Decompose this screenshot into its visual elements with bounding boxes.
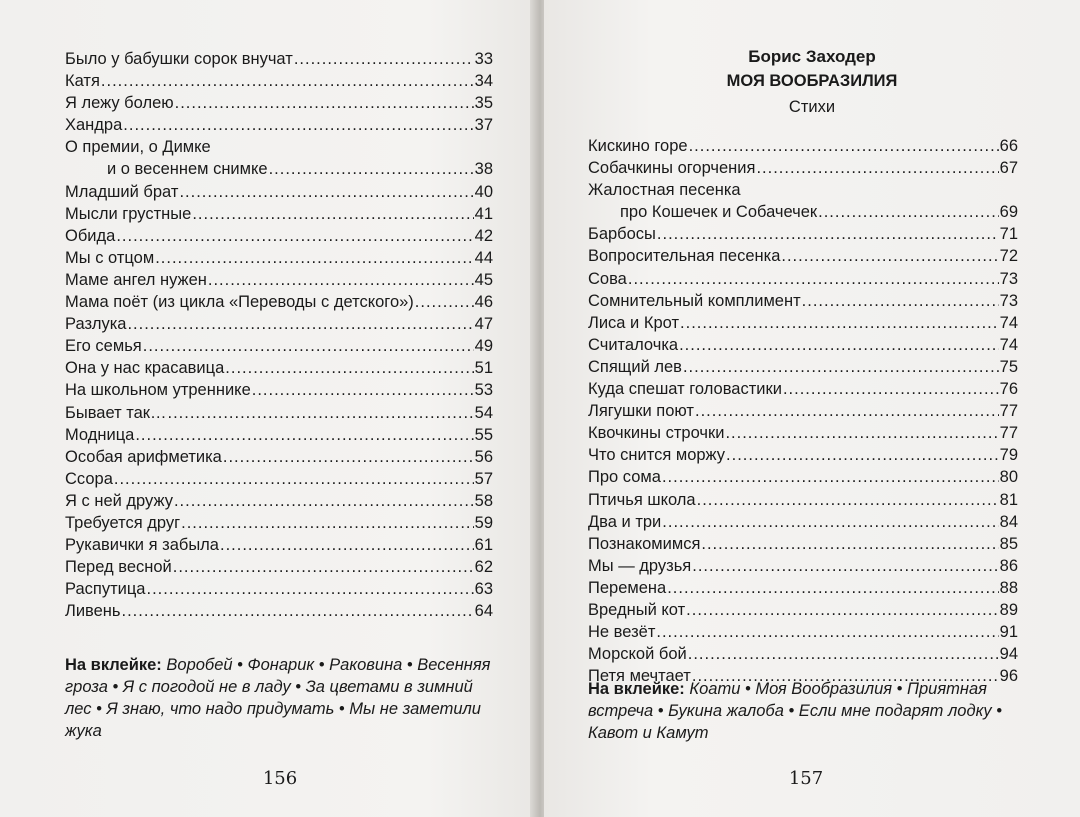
toc-entry-page: 44: [474, 248, 493, 267]
toc-leader-dots: [686, 599, 998, 621]
toc-leader-dots: [726, 444, 999, 466]
toc-entry-title: Сова: [588, 269, 627, 288]
toc-entry: [588, 356, 1018, 378]
toc-entry-page: 62: [474, 558, 493, 577]
toc-entry-page: 35: [474, 94, 493, 113]
toc-leader-dots: [174, 490, 474, 512]
toc-entry-title: и о весеннем снимке: [107, 160, 268, 179]
toc-entry-title: Требуется друг: [65, 513, 181, 532]
toc-entry: [65, 512, 493, 534]
toc-entry-page: 69: [999, 203, 1018, 222]
toc-entry-title: Вопросительная песенка: [588, 247, 781, 266]
toc-entry: [588, 400, 1018, 422]
toc-entry-title: Квочкины строчки: [588, 424, 725, 443]
toc-entry-title: Рукавички я забыла: [65, 536, 219, 555]
left-insert-note: [65, 654, 495, 742]
toc-entry-page: 45: [474, 270, 493, 289]
toc-entry-page: 88: [999, 578, 1018, 597]
page-number: 156: [262, 768, 298, 789]
toc-entry: [65, 114, 493, 136]
toc-leader-dots: [802, 290, 999, 312]
toc-entry: [588, 245, 1018, 267]
toc-entry-page: 55: [474, 425, 493, 444]
toc-entry-title: Про сома: [588, 468, 661, 487]
toc-entry: [588, 444, 1018, 466]
toc-entry-title: Лиса и Крот: [588, 313, 680, 332]
toc-entry-page: 67: [999, 159, 1018, 178]
toc-entry-title: Катя: [65, 72, 100, 91]
toc-entry-page: 34: [474, 72, 493, 91]
toc-entry-title: Птичья школа: [588, 490, 696, 509]
toc-entry: [588, 378, 1018, 400]
toc-entry-page: 80: [999, 468, 1018, 487]
toc-entry-page: 85: [999, 534, 1018, 553]
toc-leader-dots: [781, 245, 998, 267]
toc-leader-dots: [680, 312, 999, 334]
toc-leader-dots: [167, 402, 473, 424]
toc-leader-dots: [701, 533, 998, 555]
page-number: 157: [788, 768, 824, 789]
toc-entry: [588, 555, 1018, 577]
toc-leader-dots: [662, 511, 998, 533]
toc-entry-page: 47: [474, 315, 493, 334]
toc-entry-page: 81: [999, 490, 1018, 509]
toc-entry: [65, 490, 493, 512]
toc-entry-page: 72: [999, 247, 1018, 266]
toc-entry: [65, 578, 493, 600]
toc-entry-page: 96: [999, 667, 1018, 686]
toc-leader-dots: [294, 48, 474, 70]
insert-text: Воробей • Фонарик • Раковина • Весенняя гроза • Я с погодой не в ладу • За цветами в зимний лес • Я знаю, что надо придумать • Мы не заметили жука: [65, 656, 491, 740]
toc-entry-title: Особая арифметика: [65, 447, 222, 466]
toc-entry-title: Перед весной: [65, 558, 172, 577]
toc-entry-title: Жалостная песенка: [588, 181, 741, 200]
toc-entry-page: 63: [474, 580, 493, 599]
toc-entry-title: Обида: [65, 226, 116, 245]
toc-entry-title: Морской бой: [588, 645, 687, 664]
toc-leader-dots: [208, 269, 474, 291]
toc-leader-dots: [143, 335, 474, 357]
toc-entry: [65, 136, 493, 158]
toc-leader-dots: [662, 466, 999, 488]
toc-entry-title: Перемена: [588, 578, 667, 597]
book-title: МОЯ ВООБРАЗИЛИЯ: [726, 72, 898, 90]
toc-entry-title: Модница: [65, 425, 135, 444]
toc-entry: [588, 489, 1018, 511]
left-page: [0, 0, 536, 817]
toc-entry: [65, 48, 493, 70]
toc-entry-title: Сомнительный комплимент: [588, 291, 801, 310]
toc-entry-title: Его семья: [65, 337, 142, 356]
toc-entry: [588, 268, 1018, 290]
toc-entry: [65, 291, 493, 313]
toc-entry: [65, 247, 493, 269]
toc-entry: [65, 158, 493, 180]
toc-entry-title: Маме ангел нужен: [65, 270, 207, 289]
toc-entry-page: 76: [999, 380, 1018, 399]
toc-entry-page: 54: [474, 403, 493, 422]
toc-entry-title: Было у бабушки сорок внучат: [65, 50, 293, 68]
toc-entry-title: Я лежу болею: [65, 94, 174, 113]
toc-entry-title: Куда спешат головастики: [588, 380, 782, 399]
toc-entry-title: Мы с отцом: [65, 248, 155, 267]
toc-entry-page: 49: [474, 337, 493, 356]
toc-entry-title: Познакомимся: [588, 534, 701, 553]
toc-entry-page: 42: [474, 226, 493, 245]
toc-entry: [65, 357, 493, 379]
toc-entry: [65, 335, 493, 357]
toc-entry-title: Ливень: [65, 602, 121, 621]
toc-entry-title: Кискино горе: [588, 137, 688, 155]
toc-entry: [588, 179, 1018, 201]
toc-entry: [588, 422, 1018, 444]
toc-leader-dots: [269, 158, 474, 180]
toc-entry-page: 59: [474, 513, 493, 532]
toc-entry: [65, 225, 493, 247]
toc-entry-page: 79: [999, 446, 1018, 465]
toc-entry-title: Младший брат: [65, 182, 179, 201]
toc-leader-dots: [415, 291, 474, 313]
toc-entry: [588, 201, 1018, 223]
toc-entry: [65, 269, 493, 291]
toc-entry: [588, 466, 1018, 488]
toc-entry-title: На школьном утреннике: [65, 381, 251, 400]
toc-entry: [65, 468, 493, 490]
toc-leader-dots: [123, 114, 473, 136]
toc-leader-dots: [783, 378, 999, 400]
toc-entry-page: 46: [474, 293, 493, 312]
toc-entry-page: 61: [474, 536, 493, 555]
toc-entry-title: Ссора: [65, 469, 113, 488]
toc-entry-page: 75: [999, 357, 1018, 376]
toc-entry: [65, 181, 493, 203]
toc-entry-page: 53: [474, 381, 493, 400]
toc-leader-dots: [179, 181, 473, 203]
toc-entry: [65, 313, 493, 335]
toc-leader-dots: [818, 201, 999, 223]
toc-leader-dots: [220, 534, 474, 556]
right-toc: [588, 135, 1018, 687]
toc-entry-title: Распутица: [65, 580, 146, 599]
toc-leader-dots: [697, 489, 999, 511]
toc-leader-dots: [695, 400, 999, 422]
toc-entry-page: 57: [474, 469, 493, 488]
insert-label: На вклейке:: [65, 656, 162, 674]
toc-entry-title: Разлука: [65, 315, 127, 334]
toc-entry: [588, 533, 1018, 555]
insert-text: Коати • Моя Вообразилия • Приятная встреча • Букина жалоба • Если мне подарят лодку • Кавот и Камут: [588, 680, 1002, 742]
toc-leader-dots: [628, 268, 999, 290]
toc-entry-page: 91: [999, 623, 1018, 642]
toc-entry: [65, 70, 493, 92]
toc-leader-dots: [252, 379, 474, 401]
toc-leader-dots: [127, 313, 473, 335]
toc-entry-page: 94: [999, 645, 1018, 664]
insert-label: На вклейке:: [588, 680, 685, 698]
toc-entry: [65, 446, 493, 468]
toc-entry-title: Два и три: [588, 512, 662, 531]
toc-leader-dots: [101, 70, 474, 92]
right-insert-note: [588, 678, 1028, 744]
toc-leader-dots: [756, 157, 998, 179]
toc-entry-title: Мама поёт (из цикла «Переводы с детского»): [65, 293, 414, 312]
toc-entry-title: Спящий лев: [588, 357, 682, 376]
toc-entry-page: 64: [474, 602, 493, 621]
toc-entry-page: 73: [999, 291, 1018, 310]
toc-entry: [65, 534, 493, 556]
toc-entry-page: 71: [999, 225, 1018, 244]
right-page: [544, 0, 1080, 817]
toc-entry: [588, 643, 1018, 665]
toc-entry-page: 33: [474, 50, 493, 68]
toc-entry: [588, 290, 1018, 312]
toc-leader-dots: [223, 446, 474, 468]
toc-entry-title: Собачкины огорчения: [588, 159, 756, 178]
author-name: Борис Заходер: [748, 47, 876, 66]
toc-entry-title: Мысли грустные: [65, 204, 192, 223]
toc-entry: [588, 511, 1018, 533]
left-toc: [65, 48, 493, 622]
genre-label: Стихи: [788, 98, 836, 116]
toc-entry-title: Петя мечтает: [588, 667, 691, 686]
toc-entry-title: Хандра: [65, 116, 123, 135]
toc-entry-title: Она у нас красавица: [65, 359, 225, 378]
toc-leader-dots: [689, 135, 999, 157]
toc-entry: [65, 203, 493, 225]
toc-entry-page: 86: [999, 556, 1018, 575]
toc-entry-page: 56: [474, 447, 493, 466]
toc-entry-page: 37: [474, 116, 493, 135]
toc-entry-title: Лягушки поют: [588, 402, 694, 421]
toc-entry-title: Мы — друзья: [588, 556, 692, 575]
toc-entry-page: 40: [474, 182, 493, 201]
toc-entry-title: Я с ней дружу: [65, 491, 173, 510]
toc-entry-page: 77: [999, 402, 1018, 421]
toc-leader-dots: [667, 577, 998, 599]
toc-leader-dots: [688, 643, 999, 665]
toc-leader-dots: [683, 356, 999, 378]
toc-entry-page: 73: [999, 269, 1018, 288]
toc-entry-title: Не везёт: [588, 623, 656, 642]
toc-entry: [588, 577, 1018, 599]
toc-entry-page: 84: [999, 512, 1018, 531]
toc-entry-title: О премии, о Димке: [65, 138, 211, 157]
toc-entry-page: 51: [474, 359, 493, 378]
toc-entry-title: Барбосы: [588, 225, 656, 244]
toc-entry-title: Бывает так…: [65, 403, 167, 422]
toc-entry-title: Вредный кот: [588, 600, 686, 619]
toc-entry: [65, 424, 493, 446]
toc-leader-dots: [135, 424, 473, 446]
toc-leader-dots: [656, 621, 998, 643]
toc-entry: [588, 135, 1018, 157]
toc-leader-dots: [175, 92, 474, 114]
toc-entry: [588, 312, 1018, 334]
toc-leader-dots: [122, 600, 474, 622]
toc-leader-dots: [173, 556, 474, 578]
toc-entry-title: про Кошечек и Собачечек: [620, 203, 818, 222]
toc-leader-dots: [116, 225, 473, 247]
toc-leader-dots: [155, 247, 473, 269]
toc-leader-dots: [146, 578, 473, 600]
toc-entry-title: Считалочка: [588, 335, 679, 354]
toc-entry-page: 38: [474, 160, 493, 179]
toc-entry-page: 66: [999, 137, 1018, 155]
toc-entry: [65, 600, 493, 622]
toc-entry: [65, 379, 493, 401]
toc-entry: [588, 334, 1018, 356]
toc-leader-dots: [192, 203, 473, 225]
toc-entry: [588, 599, 1018, 621]
toc-entry-page: 58: [474, 491, 493, 510]
toc-entry-title: Что снится моржу: [588, 446, 726, 465]
toc-leader-dots: [114, 468, 474, 490]
toc-leader-dots: [225, 357, 473, 379]
toc-entry: [588, 223, 1018, 245]
toc-leader-dots: [657, 223, 999, 245]
toc-entry-page: 74: [999, 335, 1018, 354]
toc-entry-page: 41: [474, 204, 493, 223]
toc-entry: [65, 402, 493, 424]
toc-entry: [588, 621, 1018, 643]
toc-entry-page: 89: [999, 600, 1018, 619]
toc-leader-dots: [181, 512, 474, 534]
toc-entry-page: 77: [999, 424, 1018, 443]
toc-leader-dots: [679, 334, 999, 356]
toc-leader-dots: [725, 422, 998, 444]
toc-entry-page: 74: [999, 313, 1018, 332]
toc-entry: [65, 92, 493, 114]
toc-leader-dots: [692, 555, 998, 577]
toc-entry: [588, 157, 1018, 179]
toc-entry: [65, 556, 493, 578]
